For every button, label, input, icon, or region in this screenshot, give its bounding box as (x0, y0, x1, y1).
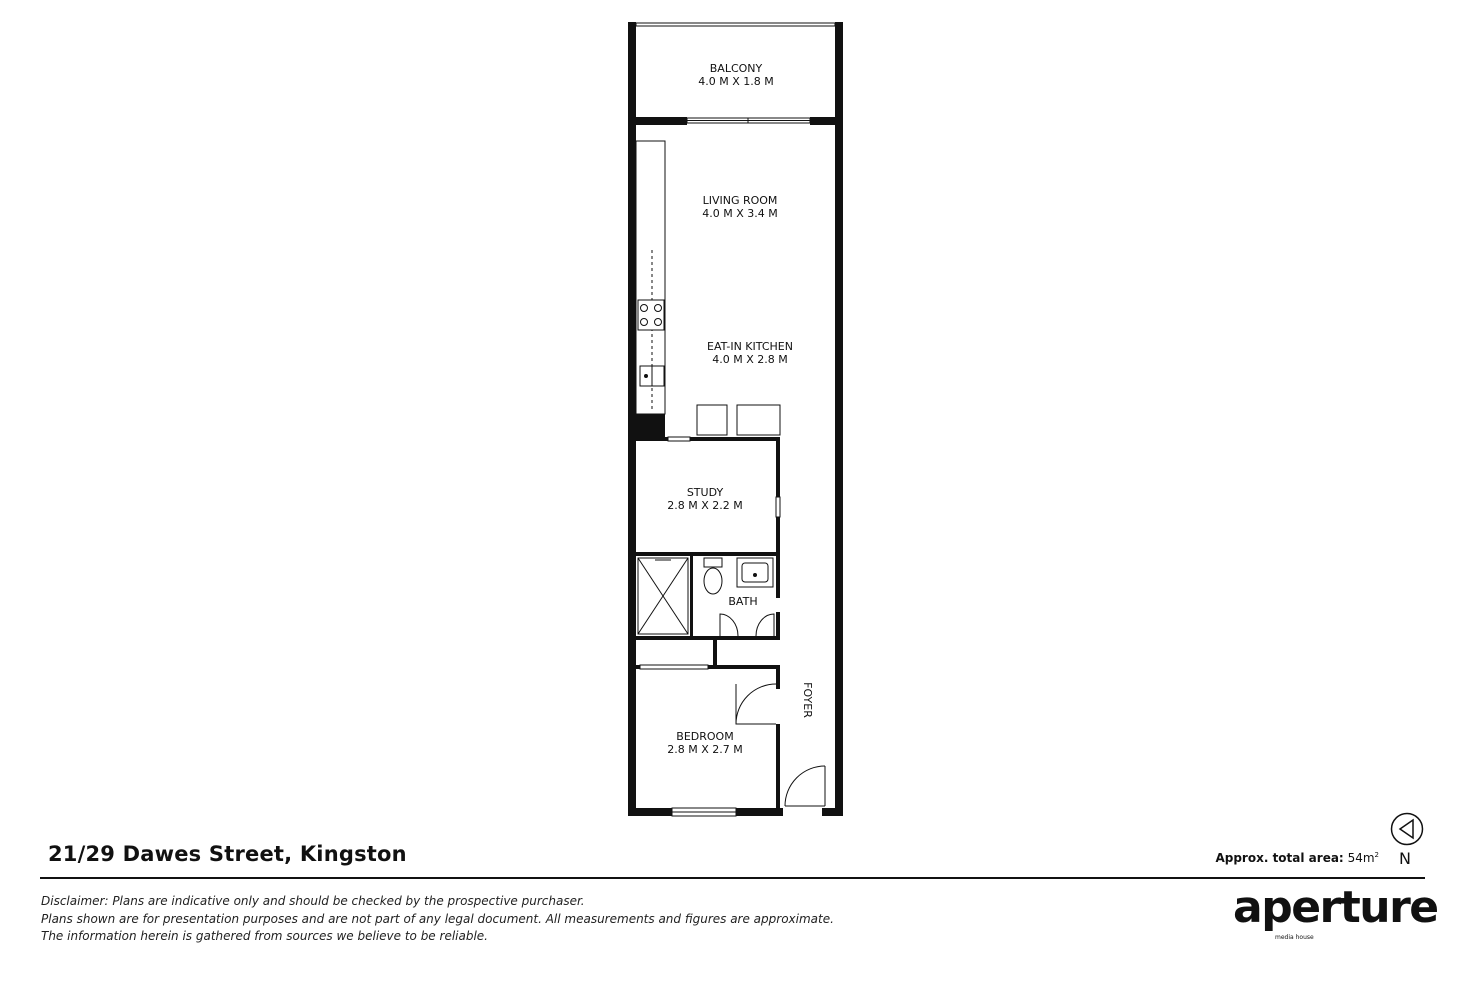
compass-icon (1390, 812, 1424, 846)
bedroom-door (736, 684, 776, 724)
bedroom-window-bottom (672, 808, 736, 816)
foyer-name: FOYER (801, 682, 814, 718)
kitchen-dims: 4.0 M X 2.8 M (712, 353, 788, 366)
disclaimer-line-2: Plans shown are for presentation purposes and are not part of any legal document. All measurements and figures are approximate. (41, 911, 834, 926)
study-name: STUDY (686, 486, 724, 499)
fridge-column (636, 414, 665, 437)
bedroom-name: BEDROOM (676, 730, 734, 743)
disclaimer-label: Disclaimer: (41, 894, 109, 908)
bedroom-dims: 2.8 M X 2.7 M (667, 743, 743, 756)
disclaimer (41, 893, 834, 946)
disclaimer-text-1: Plans are indicative only and should be checked by the prospective purchaser. (108, 894, 585, 908)
living-dims: 4.0 M X 3.4 M (702, 207, 778, 220)
area-value: 54m (1347, 851, 1375, 865)
logo-subtitle: media house (1275, 934, 1314, 941)
kitchen-bench (636, 141, 665, 414)
north-label: N (1399, 849, 1411, 868)
bath-doors (720, 614, 774, 636)
balcony-railing (636, 23, 835, 26)
bath-name: BATH (728, 595, 758, 608)
balcony-name: BALCONY (709, 62, 763, 75)
property-address: 21/29 Dawes Street, Kingston (48, 842, 407, 866)
entry-door (785, 766, 825, 806)
disclaimer-line-3: The information herein is gathered from sources we believe to be reliable. (41, 929, 488, 943)
kitchen-name: EAT-IN KITCHEN (707, 340, 793, 353)
balcony-sliding-door (687, 118, 810, 123)
bar-stools (697, 405, 780, 435)
footer-divider (40, 877, 1425, 879)
area-unit-superscript: 2 (1374, 851, 1379, 859)
total-area (1215, 851, 1379, 865)
bedroom-walls (776, 669, 780, 808)
balcony-dims: 4.0 M X 1.8 M (698, 75, 774, 88)
vanity (737, 558, 773, 587)
area-label: Approx. total area: (1215, 851, 1344, 865)
living-name: LIVING ROOM (702, 194, 778, 207)
disclaimer-line-1 (41, 893, 834, 911)
bedroom-window-top (640, 665, 708, 669)
toilet (704, 558, 722, 594)
study-dims: 2.8 M X 2.2 M (667, 499, 743, 512)
shower (638, 558, 688, 634)
aperture-logo: aperture (1233, 882, 1438, 933)
